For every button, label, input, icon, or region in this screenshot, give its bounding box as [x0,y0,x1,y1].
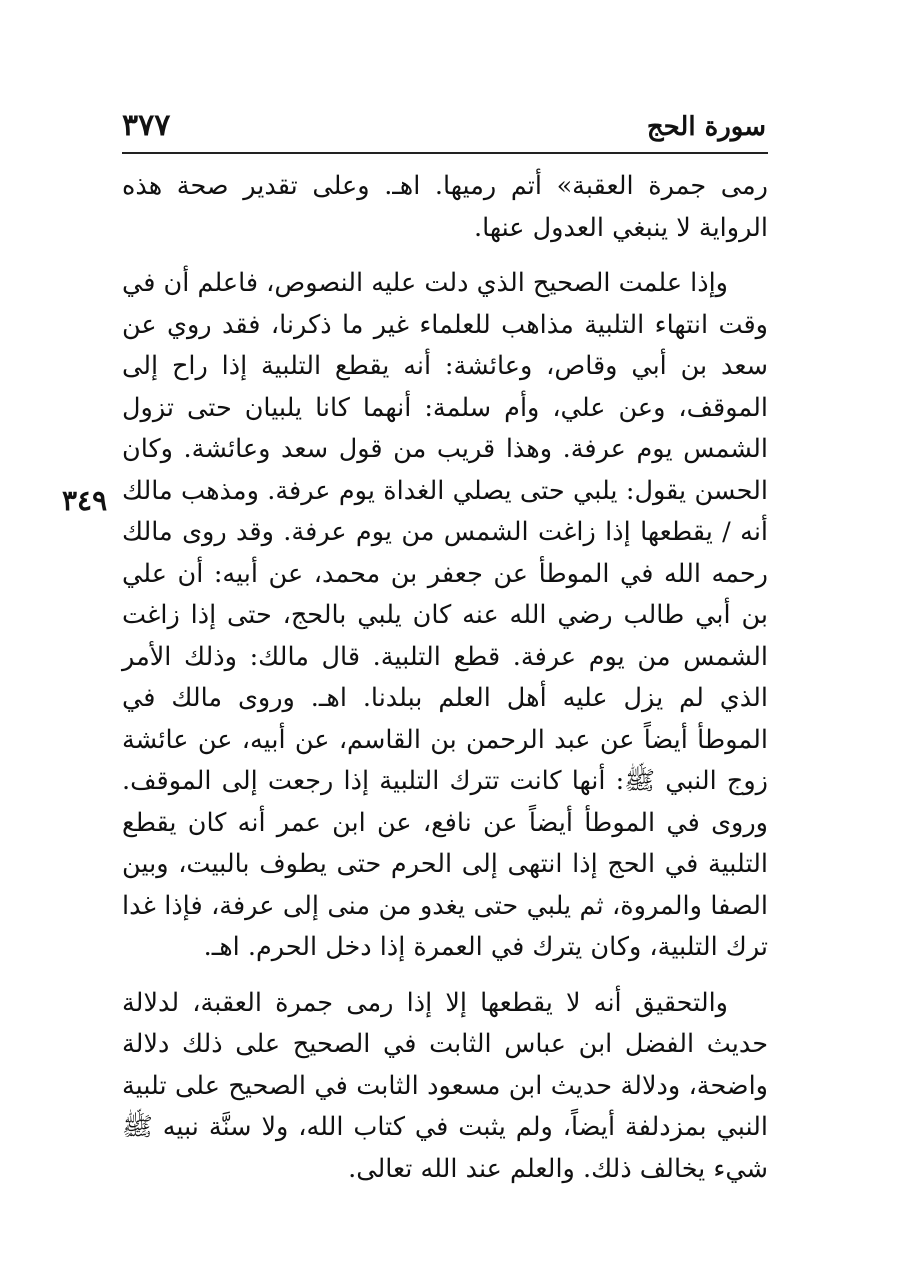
paragraph-continuation: رمى جمرة العقبة» أتم رميها. اهـ. وعلى تقدير صحة هذه الرواية لا ينبغي العدول عنها. [122,171,768,243]
paragraph-talbiya-views: وإذا علمت الصحيح الذي دلت عليه النصوص، فاعلم أن في وقت انتهاء التلبية مذاهب للعلماء غير ما ذكرنا، فقد روي عن سعد بن أبي وقاص، وعائشة: أنه يقطع التلبية إذا راح إلى الموقف، وعن علي، وأم سلمة: أنهما كانا يلبيان حتى تزول الشمس يوم عرفة. وهذا قريب من قول سعد وعائشة. وكان الحسن يقول: يلبي حتى يصلي الغداة يوم عرفة. ومذهب مالك أنه / يقطعها إذا زاغت الشمس من يوم عرفة. وقد روى مالك رحمه الله في الموطأ عن جعفر بن محمد، عن أبيه: أن علي بن أبي طالب رضي الله عنه كان يلبي بالحج، حتى إذا زاغت الشمس من يوم عرفة. قطع التلبية. قال مالك: وذلك الأمر الذي لم يزل عليه أهل العلم ببلدنا. اهـ. وروى مالك في الموطأ أيضاً عن عبد الرحمن بن القاسم، عن أبيه، عن عائشة زوج النبي ﷺ: أنها كانت تترك التلبية إذا رجعت إلى الموقف. وروى في الموطأ أيضاً عن نافع، عن ابن عمر أنه كان يقطع التلبية في الحج إذا انتهى إلى الحرم حتى يطوف بالبيت، وبين الصفا والمروة، ثم يلبي حتى يغدو من منى إلى عرفة، فإذا غدا ترك التلبية، وكان يترك في العمرة إذا دخل الحرم. اهـ. [122,268,768,962]
body-text [122,166,768,1190]
page-header [122,106,768,154]
surah-title: سورة الحج [646,112,766,142]
paragraph-conclusion: والتحقيق أنه لا يقطعها إلا إذا رمى جمرة العقبة، لدلالة حديث الفضل ابن عباس الثابت في الصحيح على ذلك دلالة واضحة، ودلالة حديث ابن مسعود الثابت في الصحيح على تلبية النبي بمزدلفة أيضاً، ولم يثبت في كتاب الله، ولا سنَّة نبيه ﷺ شيء يخالف ذلك. والعلم عند الله تعالى. [122,987,768,1184]
margin-page-reference: ٣٤٩ [62,484,108,517]
page-number: ٣٧٧ [122,108,171,143]
